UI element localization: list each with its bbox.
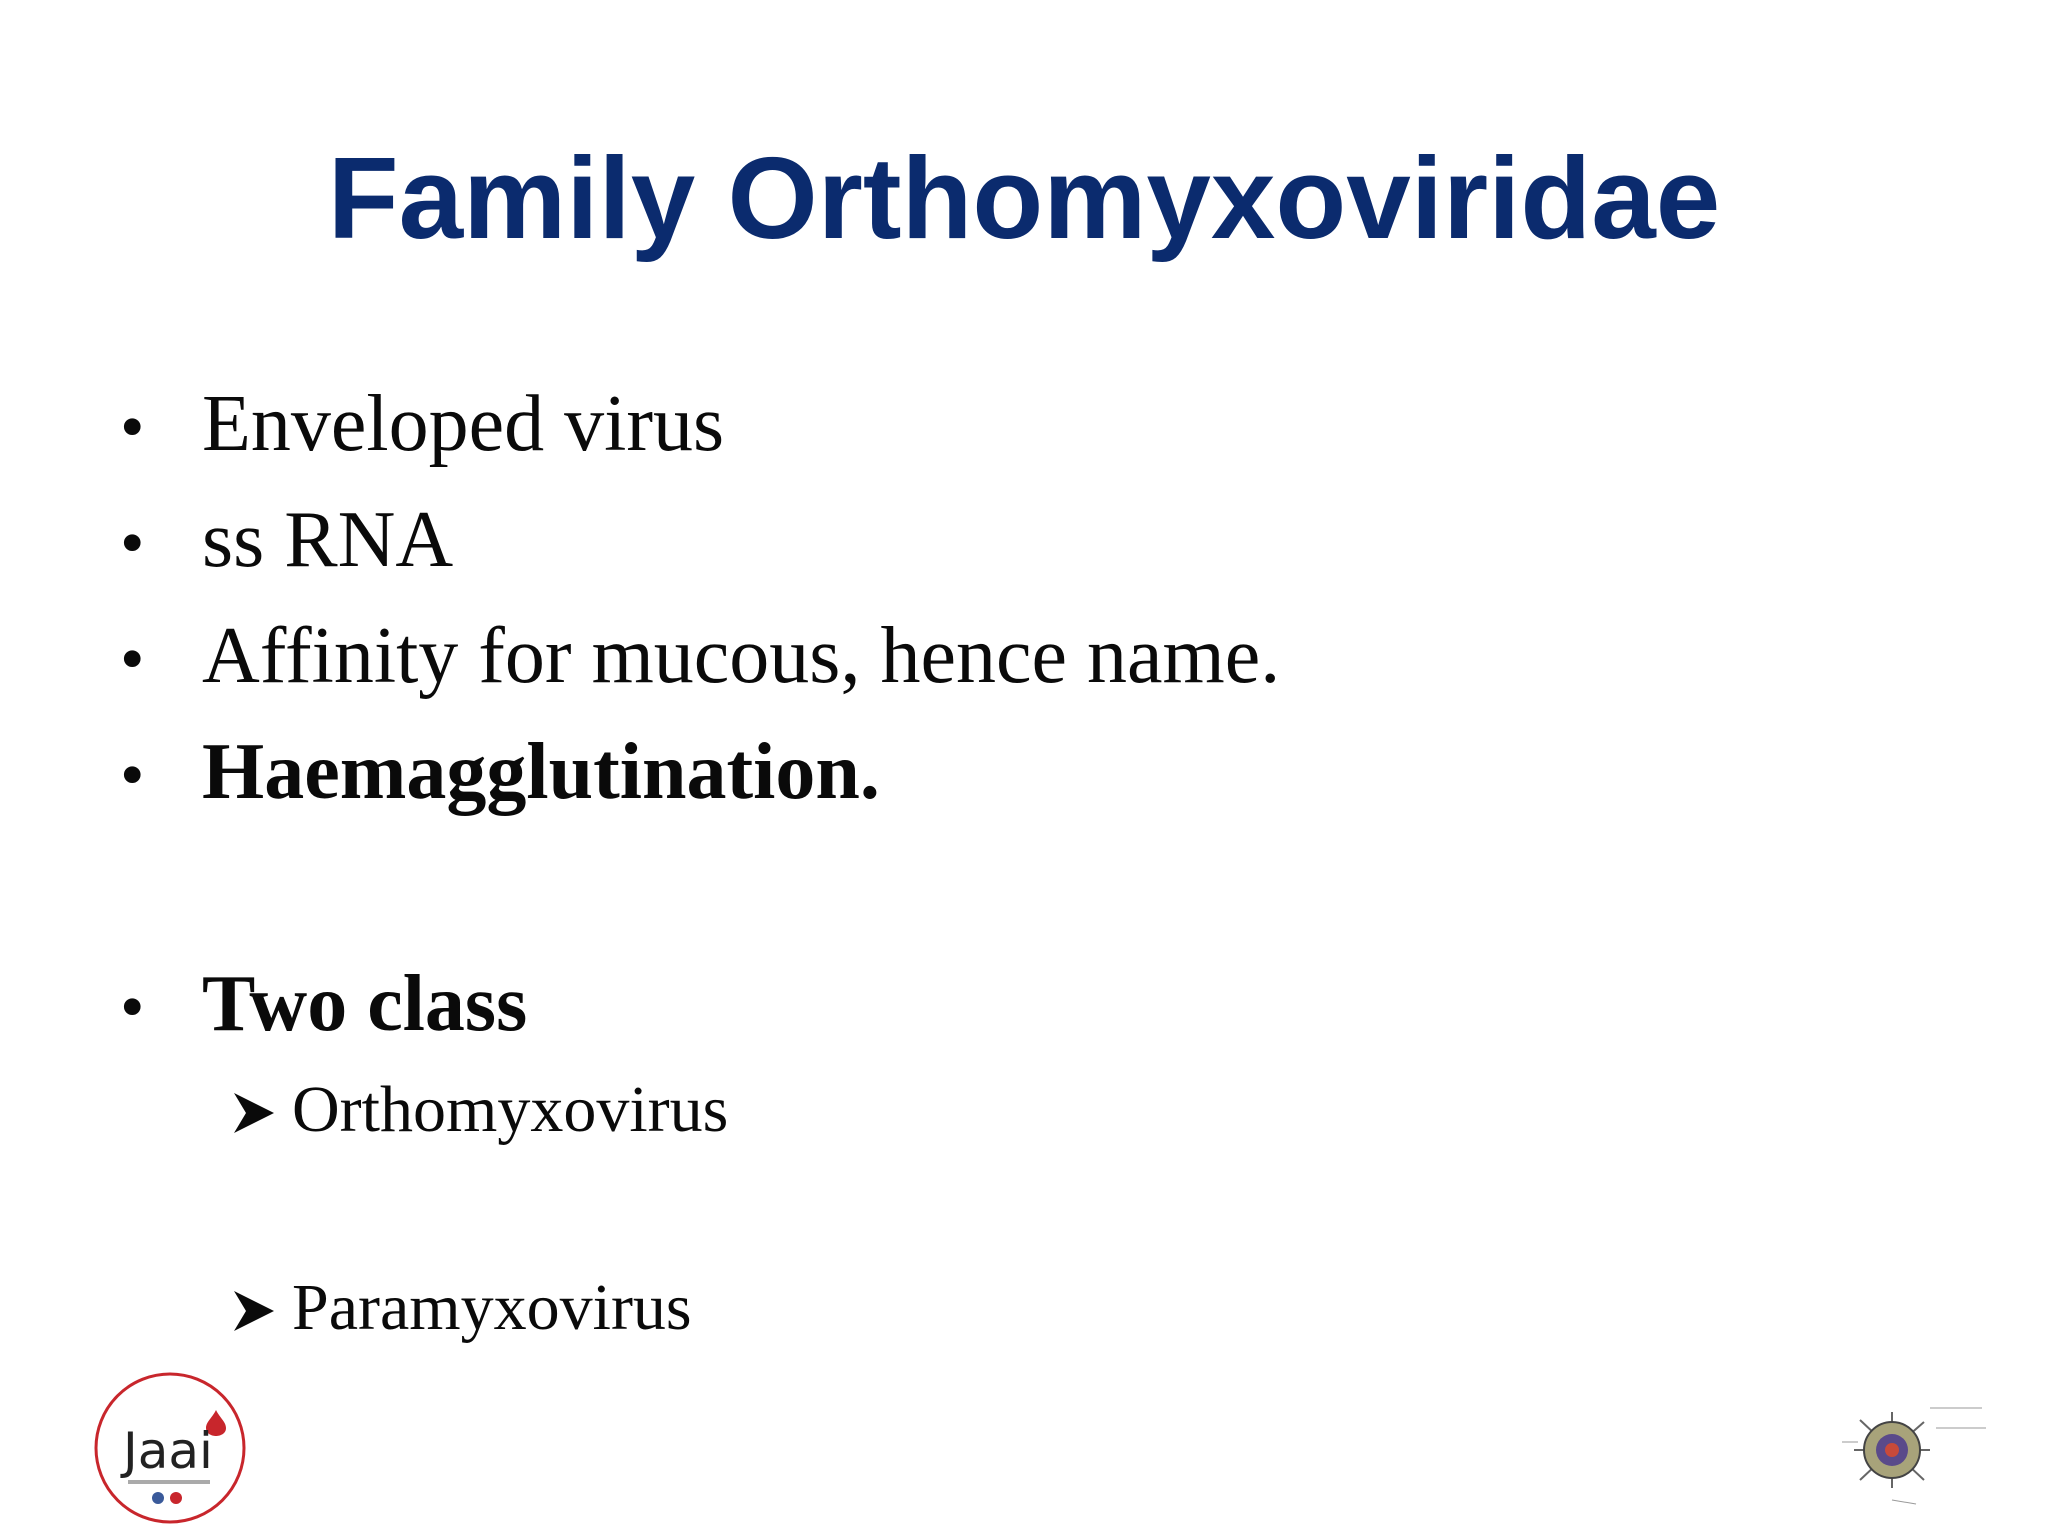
arrowhead-bullet-icon [230, 1076, 292, 1156]
bullet-item [120, 492, 453, 592]
slide-title: Family Orthomyxoviridae [327, 133, 1721, 263]
jaai-logo-icon [92, 1370, 248, 1526]
bullet-item [120, 376, 724, 476]
svg-text:Jaai: Jaai [123, 1422, 213, 1480]
bullet-icon: • [120, 389, 145, 466]
bullet-text: Two class [202, 960, 528, 1048]
bullet-text: Enveloped virus [202, 380, 725, 468]
sub-bullet-text: Paramyxovirus [292, 1271, 692, 1344]
sub-bullet-item [230, 1268, 692, 1354]
bullet-text: Affinity for mucous, hence name. [202, 612, 1281, 700]
bullet-icon: • [120, 737, 145, 814]
arrowhead-bullet-icon [230, 1274, 292, 1354]
bullet-text: ss RNA [202, 496, 454, 584]
virus-diagram-icon [1832, 1388, 1992, 1512]
bullet-item [120, 608, 1280, 708]
bullet-icon: • [120, 969, 145, 1046]
bullet-item [120, 724, 880, 824]
sub-bullet-item [230, 1070, 728, 1156]
bullet-text: Haemagglutination. [202, 728, 880, 816]
sub-bullet-text: Orthomyxovirus [292, 1073, 729, 1146]
bullet-icon: • [120, 505, 145, 582]
bullet-icon: • [120, 621, 145, 698]
bullet-item [120, 956, 527, 1056]
